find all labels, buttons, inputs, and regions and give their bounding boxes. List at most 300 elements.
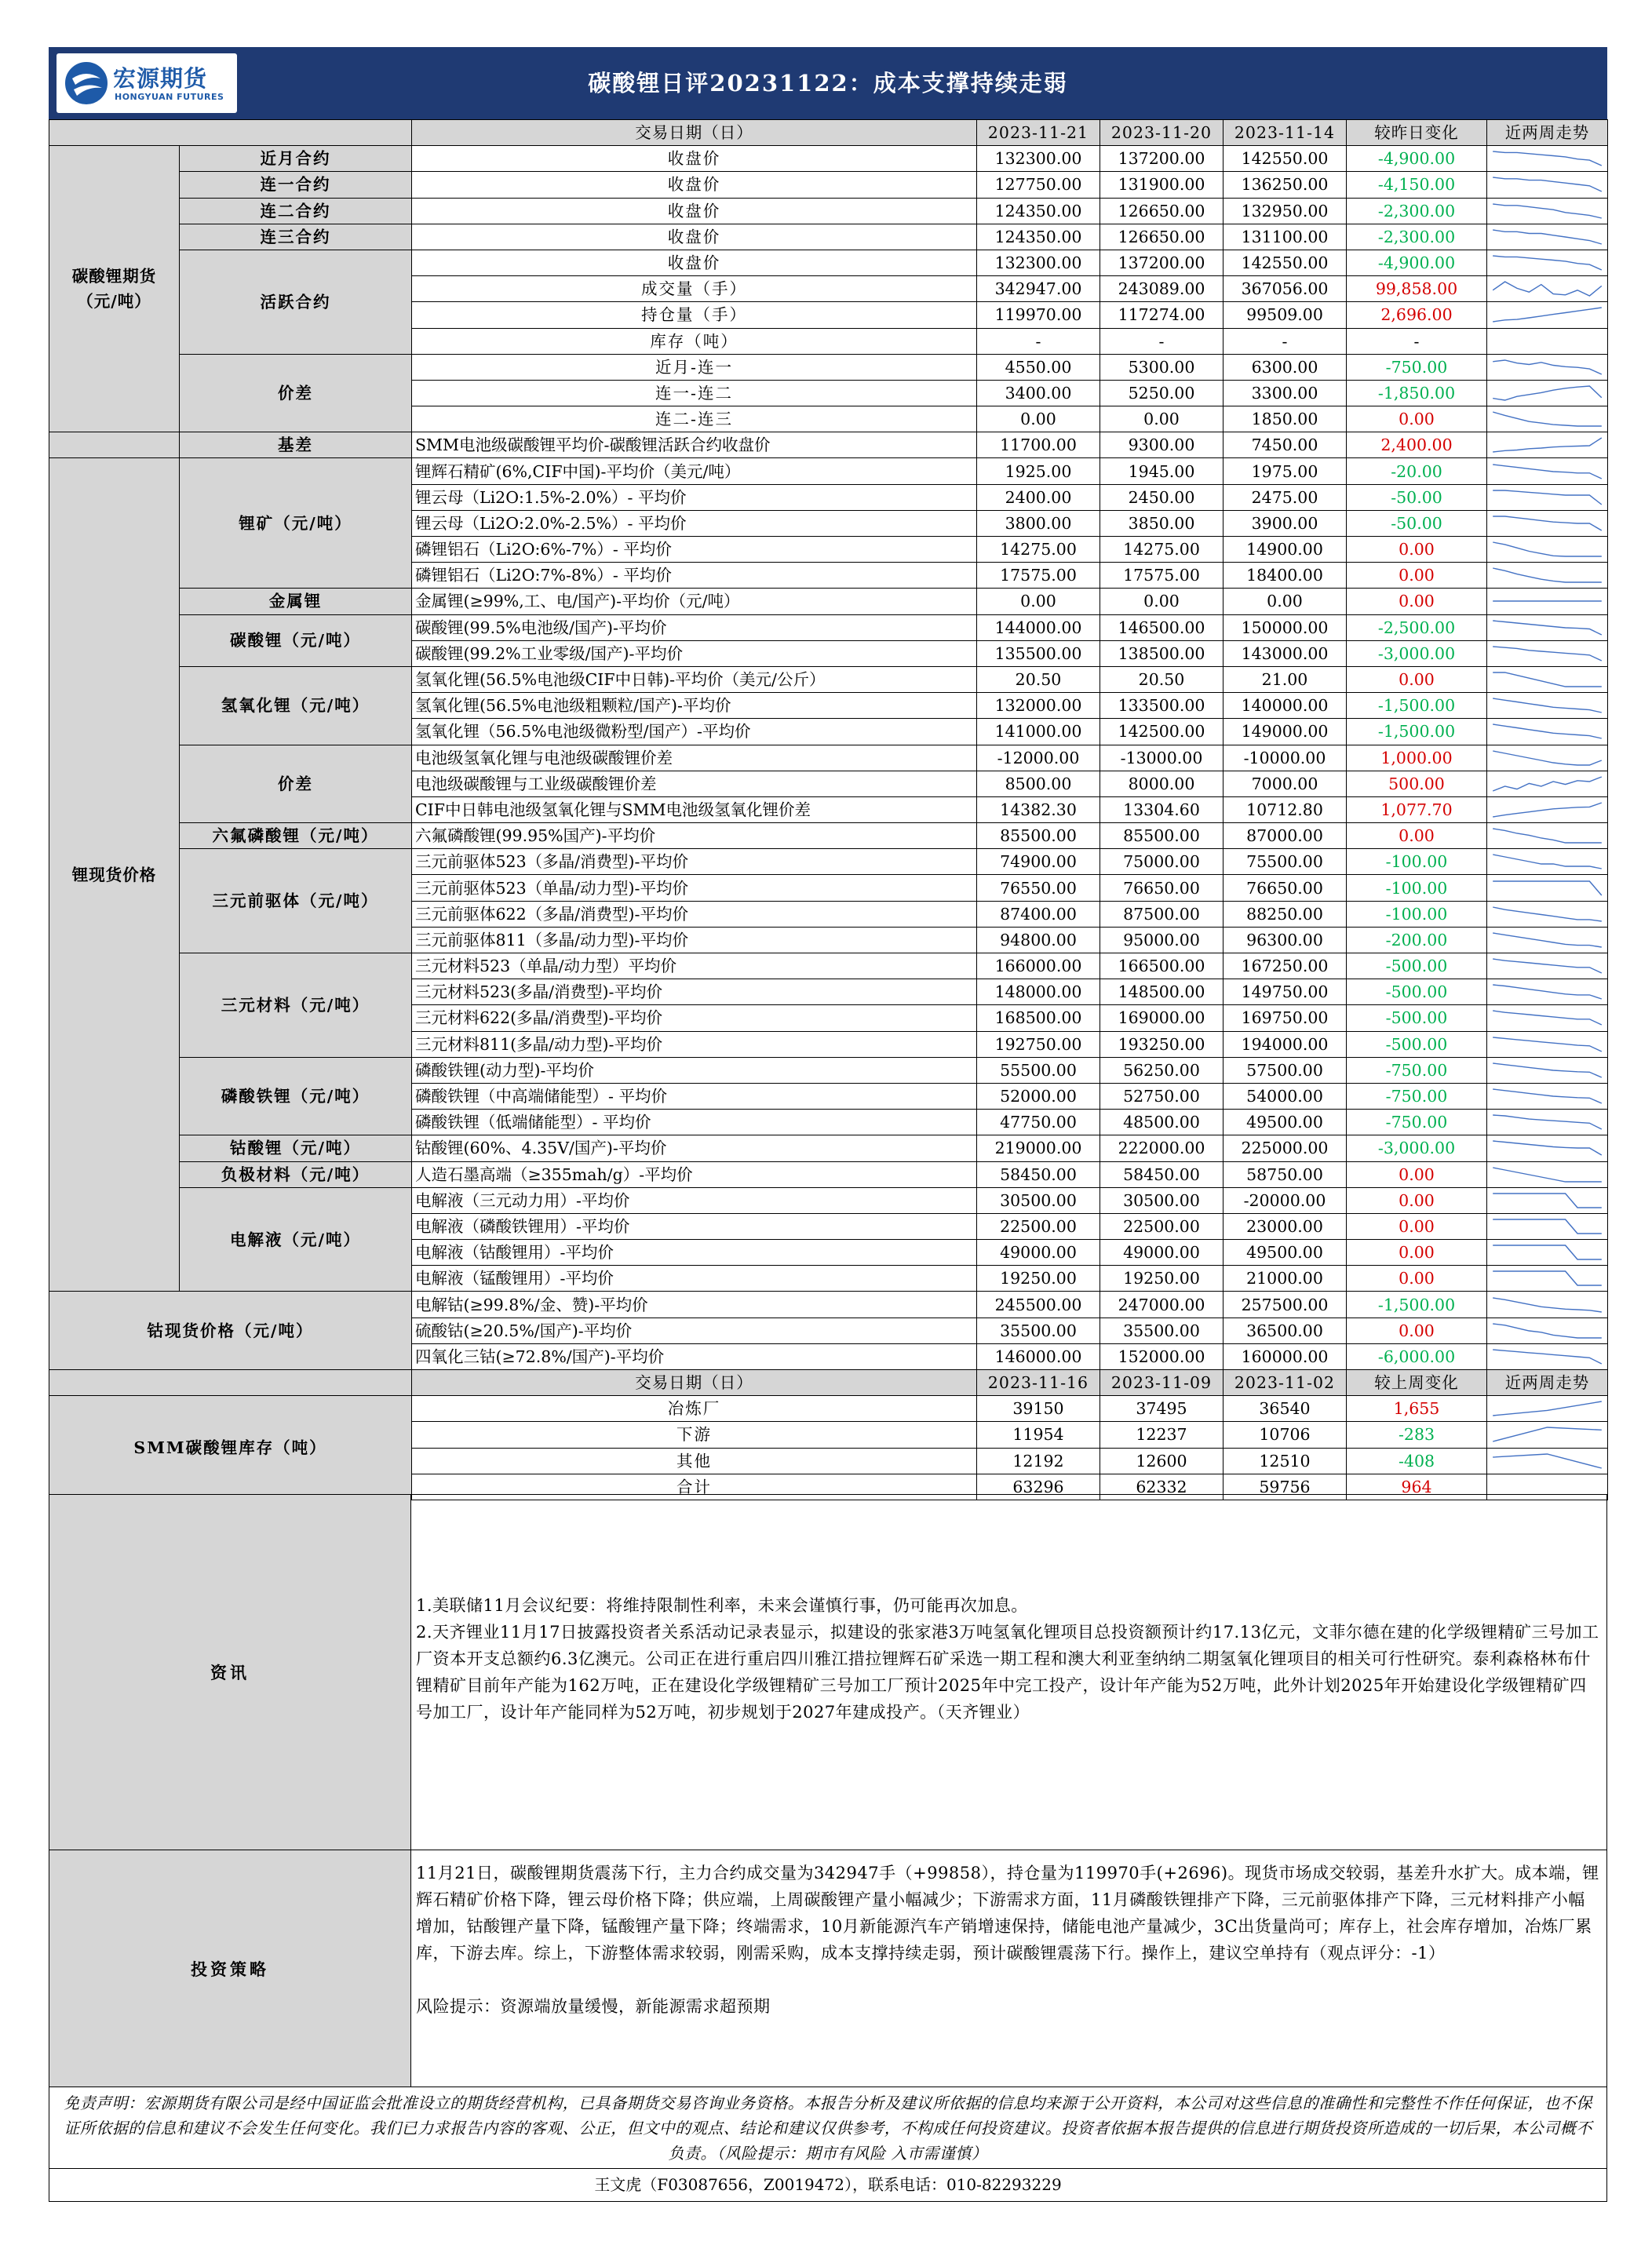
trend-sparkline [1487, 589, 1608, 614]
value-date-3: 99509.00 [1224, 302, 1347, 328]
futures-group-label: 碳酸锂期货（元/吨） [49, 146, 180, 432]
value-date-1: 63296 [977, 1474, 1100, 1500]
sparkline-chart [1490, 1164, 1605, 1185]
section-label: 氢氧化锂（元/吨） [180, 666, 412, 745]
sparkline-line [1493, 1271, 1602, 1285]
sparkline-chart [1490, 1451, 1605, 1471]
sparkline-chart [1490, 695, 1605, 716]
item-name: 电解液（三元动力用）-平均价 [412, 1187, 977, 1213]
section-label: 电解液（元/吨） [180, 1187, 412, 1292]
change-value: -500.00 [1347, 953, 1487, 979]
value-date-3: 194000.00 [1224, 1031, 1347, 1057]
change-value: -2,300.00 [1347, 224, 1487, 250]
sparkline-chart [1490, 435, 1605, 455]
value-date-3: 3300.00 [1224, 380, 1347, 406]
item-name: 磷锂铝石（Li2O:7%-8%）- 平均价 [412, 563, 977, 589]
change-value: 1,655 [1347, 1396, 1487, 1422]
item-name: 收盘价 [412, 198, 977, 224]
sparkline-line [1493, 308, 1602, 322]
value-date-2: 193250.00 [1100, 1031, 1224, 1057]
change-value: -100.00 [1347, 849, 1487, 875]
contract-label: 活跃合约 [180, 250, 412, 354]
value-date-3: 36500.00 [1224, 1318, 1347, 1343]
change-value: -20.00 [1347, 458, 1487, 484]
sparkline-chart [1490, 1190, 1605, 1211]
trend-sparkline [1487, 250, 1608, 275]
cobalt-label: 钴现货价格（元/吨） [49, 1292, 412, 1370]
trend-sparkline [1487, 614, 1608, 640]
sparkline-chart [1490, 825, 1605, 846]
item-name: 合计 [412, 1474, 977, 1500]
trend-sparkline [1487, 302, 1608, 328]
value-date-3: 132950.00 [1224, 198, 1347, 224]
value-date-2: 13304.60 [1100, 796, 1224, 822]
item-name: CIF中日韩电池级氢氧化锂与SMM电池级氢氧化锂价差 [412, 796, 977, 822]
sparkline-line [1493, 386, 1602, 400]
value-date-1: 35500.00 [977, 1318, 1100, 1343]
change-value: -750.00 [1347, 1057, 1487, 1083]
value-date-1: 119970.00 [977, 302, 1100, 328]
sparkline-line [1493, 933, 1602, 947]
trend-sparkline [1487, 1083, 1608, 1109]
sparkline-chart [1490, 1295, 1605, 1315]
value-date-2: 49000.00 [1100, 1240, 1224, 1266]
section-label: 锂矿（元/吨） [180, 458, 412, 589]
item-name: 电解钴(≥99.8%/金、赞)-平均价 [412, 1292, 977, 1318]
value-date-3: 49500.00 [1224, 1110, 1347, 1135]
sparkline-line [1493, 1089, 1602, 1103]
sparkline-chart [1490, 174, 1605, 195]
item-name: 金属锂(≥99%,工、电/国产)-平均价（元/吨） [412, 589, 977, 614]
trend-sparkline [1487, 823, 1608, 849]
change-value: 0.00 [1347, 1240, 1487, 1266]
table-row [49, 1292, 1608, 1318]
inventory-label: SMM碳酸锂库存（吨） [49, 1396, 412, 1500]
value-date-1: 14382.30 [977, 796, 1100, 822]
sparkline-line [1493, 959, 1602, 973]
item-name: 碳酸锂(99.5%电池级/国产)-平均价 [412, 614, 977, 640]
sparkline-line [1493, 829, 1602, 843]
header-date-3: 2023-11-14 [1224, 120, 1347, 146]
value-date-1: 47750.00 [977, 1110, 1100, 1135]
value-date-3: 58750.00 [1224, 1161, 1347, 1187]
report-title: 碳酸锂日评20231122：成本支撑持续走弱 [588, 70, 1068, 97]
value-date-3: 49500.00 [1224, 1240, 1347, 1266]
value-date-2: 12237 [1100, 1422, 1224, 1448]
header-date-1: 2023-11-21 [977, 120, 1100, 146]
value-date-2: 146500.00 [1100, 614, 1224, 640]
value-date-3: -20000.00 [1224, 1187, 1347, 1213]
value-date-1: 132300.00 [977, 146, 1100, 172]
change-value: 0.00 [1347, 1318, 1487, 1343]
value-date-2: 48500.00 [1100, 1110, 1224, 1135]
change-value: -1,500.00 [1347, 1292, 1487, 1318]
item-name: 连二-连三 [412, 406, 977, 432]
item-name: 锂云母（Li2O:1.5%-2.0%）- 平均价 [412, 484, 977, 510]
sparkline-chart [1490, 956, 1605, 976]
table-row [49, 1057, 1608, 1083]
item-name: 持仓量（手） [412, 302, 977, 328]
value-date-2: 133500.00 [1100, 693, 1224, 719]
value-date-2: 22500.00 [1100, 1213, 1224, 1239]
change-value: -750.00 [1347, 354, 1487, 380]
news-panel [411, 1494, 1607, 1850]
sparkline-chart [1490, 591, 1605, 611]
value-date-2: 85500.00 [1100, 823, 1224, 849]
value-date-1: 17575.00 [977, 563, 1100, 589]
item-name: 收盘价 [412, 172, 977, 198]
item-name: 磷酸铁锂（低端储能型）- 平均价 [412, 1110, 977, 1135]
value-date-2: 142500.00 [1100, 719, 1224, 745]
value-date-1: 0.00 [977, 589, 1100, 614]
sparkline-line [1493, 621, 1602, 635]
value-date-1: 1925.00 [977, 458, 1100, 484]
value-date-1: 19250.00 [977, 1266, 1100, 1292]
trend-sparkline [1487, 537, 1608, 563]
table-row [49, 458, 1608, 484]
item-name: 收盘价 [412, 224, 977, 250]
value-date-1: 76550.00 [977, 875, 1100, 901]
trend-sparkline [1487, 1031, 1608, 1057]
change-value: -200.00 [1347, 927, 1487, 953]
section-label: 负极材料（元/吨） [180, 1161, 412, 1187]
section-label: 磷酸铁锂（元/吨） [180, 1057, 412, 1135]
sparkline-chart [1490, 487, 1605, 508]
sparkline-chart [1490, 1138, 1605, 1158]
news-item-2: 2.天齐锂业11月17日披露投资者关系活动记录表显示，拟建设的张家港3万吨氢氧化锂项目总投资额预计约17.13亿元，文菲尔德在建的化学级锂精矿三号加工厂资本开支总额约6.3亿澳元。公司正在进行重启四川雅江措拉锂辉石矿采选一期工程和澳大利亚奎纳纳二期氢氧化锂项目的相关可行性研究。泰利森格林布什锂精矿目前年产能为162万吨，正在建设化学级锂精矿三号加工厂预计2025年中完工投产，设计年产能为52万吨，此外计划2025年开始建设化学级锂精矿四号加工厂，设计年产能同样为52万吨，初步规划于2027年建成投产。（天齐锂业） [416, 1623, 1599, 1722]
value-date-1: 49000.00 [977, 1240, 1100, 1266]
sparkline-chart [1490, 800, 1605, 820]
value-date-2: 87500.00 [1100, 901, 1224, 927]
sparkline-chart [1490, 227, 1605, 247]
sparkline-line [1493, 256, 1602, 270]
trend-sparkline [1487, 745, 1608, 771]
item-name: 收盘价 [412, 250, 977, 275]
value-date-1: 124350.00 [977, 198, 1100, 224]
value-date-3: 7000.00 [1224, 771, 1347, 796]
item-name: 三元材料523(多晶/消费型)-平均价 [412, 979, 977, 1005]
sparkline-chart [1490, 851, 1605, 872]
table-row [49, 172, 1608, 198]
change-value: -4,150.00 [1347, 172, 1487, 198]
value-date-1: 141000.00 [977, 719, 1100, 745]
value-date-2: 137200.00 [1100, 146, 1224, 172]
trend-sparkline [1487, 380, 1608, 406]
value-date-1: 4550.00 [977, 354, 1100, 380]
sparkline-line [1493, 1427, 1602, 1441]
trend-sparkline [1487, 1213, 1608, 1239]
sparkline-line [1493, 1219, 1602, 1234]
value-date-3: 140000.00 [1224, 693, 1347, 719]
sparkline-chart [1490, 513, 1605, 534]
contract-label: 连三合约 [180, 224, 412, 250]
value-date-2: 243089.00 [1100, 276, 1224, 302]
value-date-3: 36540 [1224, 1396, 1347, 1422]
sparkline-chart [1490, 304, 1605, 325]
trend-sparkline [1487, 1318, 1608, 1343]
change-value: -3,000.00 [1347, 640, 1487, 666]
contract-label: 连二合约 [180, 198, 412, 224]
item-name: 冶炼厂 [412, 1396, 977, 1422]
value-date-3: 76650.00 [1224, 875, 1347, 901]
change-value: 500.00 [1347, 771, 1487, 796]
item-name: 连一-连二 [412, 380, 977, 406]
value-date-3: 1975.00 [1224, 458, 1347, 484]
sparkline-line [1493, 1063, 1602, 1077]
value-date-2: 117274.00 [1100, 302, 1224, 328]
sparkline-chart [1490, 1398, 1605, 1419]
value-date-3: 169750.00 [1224, 1005, 1347, 1031]
value-date-1: 87400.00 [977, 901, 1100, 927]
value-date-2: 20.50 [1100, 666, 1224, 692]
value-date-1: 30500.00 [977, 1187, 1100, 1213]
value-date-2: 247000.00 [1100, 1292, 1224, 1318]
value-date-3: 88250.00 [1224, 901, 1347, 927]
change-value: -1,500.00 [1347, 719, 1487, 745]
sparkline-chart [1490, 148, 1605, 169]
change-value: -500.00 [1347, 979, 1487, 1005]
value-date-2: 137200.00 [1100, 250, 1224, 275]
trend-sparkline [1487, 771, 1608, 796]
sparkline-line [1493, 1168, 1602, 1182]
value-date-3: 21.00 [1224, 666, 1347, 692]
value-date-3: 18400.00 [1224, 563, 1347, 589]
change-value: -500.00 [1347, 1031, 1487, 1057]
table-row [49, 1161, 1608, 1187]
header-change: 较上周变化 [1347, 1370, 1487, 1396]
value-date-2: 169000.00 [1100, 1005, 1224, 1031]
item-name: 氢氧化锂（56.5%电池级微粉型/国产）-平均价 [412, 719, 977, 745]
section-label: 价差 [180, 745, 412, 823]
value-date-3: 143000.00 [1224, 640, 1347, 666]
change-value: -100.00 [1347, 875, 1487, 901]
change-value: 964 [1347, 1474, 1487, 1500]
contract-label: 近月合约 [180, 146, 412, 172]
sparkline-chart [1490, 669, 1605, 690]
change-value: 0.00 [1347, 589, 1487, 614]
change-value: 1,000.00 [1347, 745, 1487, 771]
value-date-1: 22500.00 [977, 1213, 1100, 1239]
trend-sparkline [1487, 198, 1608, 224]
value-date-2: 52750.00 [1100, 1083, 1224, 1109]
trend-sparkline [1487, 510, 1608, 536]
value-date-2: 126650.00 [1100, 198, 1224, 224]
header-date-1: 2023-11-16 [977, 1370, 1100, 1396]
trend-sparkline [1487, 1240, 1608, 1266]
change-value: -50.00 [1347, 510, 1487, 536]
item-name: 电解液（钴酸锂用）-平均价 [412, 1240, 977, 1266]
value-date-1: 132000.00 [977, 693, 1100, 719]
value-date-3: - [1224, 328, 1347, 354]
item-name: 钴酸锂(60%、4.35V/国产)-平均价 [412, 1135, 977, 1161]
strategy-panel [411, 1850, 1607, 2087]
sparkline-chart [1490, 982, 1605, 1002]
value-date-2: 0.00 [1100, 589, 1224, 614]
trend-sparkline [1487, 849, 1608, 875]
value-date-2: 19250.00 [1100, 1266, 1224, 1292]
value-date-2: - [1100, 328, 1224, 354]
change-value: -50.00 [1347, 484, 1487, 510]
item-name: 三元前驱体523（单晶/动力型)-平均价 [412, 875, 977, 901]
sparkline-chart [1490, 1424, 1605, 1445]
trend-sparkline [1487, 224, 1608, 250]
sparkline-line [1493, 490, 1602, 505]
sparkline-line [1493, 438, 1602, 452]
sparkline-line [1493, 1298, 1602, 1312]
sparkline-line [1493, 568, 1602, 582]
value-date-3: 160000.00 [1224, 1343, 1347, 1369]
item-name: 磷酸铁锂(动力型)-平均价 [412, 1057, 977, 1083]
item-name: 其他 [412, 1448, 977, 1474]
news-label: 资讯 [49, 1494, 411, 1850]
value-date-1: 39150 [977, 1396, 1100, 1422]
change-value: 0.00 [1347, 1266, 1487, 1292]
item-name: 碳酸锂(99.2%工业零级/国产)-平均价 [412, 640, 977, 666]
table-row [49, 1135, 1608, 1161]
trend-sparkline [1487, 406, 1608, 432]
header-date-2: 2023-11-20 [1100, 120, 1224, 146]
trend-sparkline [1487, 1292, 1608, 1318]
value-date-1: 11954 [977, 1422, 1100, 1448]
sparkline-chart [1490, 461, 1605, 482]
value-date-3: 10712.80 [1224, 796, 1347, 822]
value-date-3: 14900.00 [1224, 537, 1347, 563]
news-item-1: 1.美联储11月会议纪要：将维持限制性利率，未来会谨慎行事，仍可能再次加息。 [416, 1596, 1028, 1615]
sparkline-chart [1490, 1008, 1605, 1028]
change-value: 99,858.00 [1347, 276, 1487, 302]
value-date-1: 12192 [977, 1448, 1100, 1474]
trend-sparkline [1487, 484, 1608, 510]
logo-text-en: HONGYUAN FUTURES [115, 92, 224, 102]
value-date-1: 3800.00 [977, 510, 1100, 536]
trend-sparkline [1487, 979, 1608, 1005]
value-date-3: 167250.00 [1224, 953, 1347, 979]
value-date-2: 1945.00 [1100, 458, 1224, 484]
value-date-3: 150000.00 [1224, 614, 1347, 640]
change-value: 0.00 [1347, 1187, 1487, 1213]
table-row [49, 198, 1608, 224]
item-name: 收盘价 [412, 146, 977, 172]
item-name: 四氧化三钴(≥72.8%/国产)-平均价 [412, 1343, 977, 1369]
basis-label: 基差 [180, 432, 412, 458]
sparkline-line [1493, 177, 1602, 191]
sparkline-line [1493, 1401, 1602, 1416]
value-date-3: 0.00 [1224, 589, 1347, 614]
value-date-2: 0.00 [1100, 406, 1224, 432]
sparkline-line [1493, 1350, 1602, 1364]
item-name: 电解液（磷酸铁锂用）-平均价 [412, 1213, 977, 1239]
value-date-3: 3900.00 [1224, 510, 1347, 536]
table-header-row [49, 1370, 1608, 1396]
value-date-2: 138500.00 [1100, 640, 1224, 666]
value-date-2: 37495 [1100, 1396, 1224, 1422]
trend-sparkline [1487, 1343, 1608, 1369]
trend-sparkline [1487, 354, 1608, 380]
table-row [49, 953, 1608, 979]
change-value: -2,500.00 [1347, 614, 1487, 640]
sparkline-chart [1490, 1112, 1605, 1132]
sparkline-chart [1490, 565, 1605, 585]
change-value: -1,850.00 [1347, 380, 1487, 406]
sparkline-chart [1490, 643, 1605, 664]
section-label: 钴酸锂（元/吨） [180, 1135, 412, 1161]
value-date-3: 136250.00 [1224, 172, 1347, 198]
value-date-3: 225000.00 [1224, 1135, 1347, 1161]
value-date-2: 30500.00 [1100, 1187, 1224, 1213]
trend-sparkline [1487, 1448, 1608, 1474]
value-date-2: 12600 [1100, 1448, 1224, 1474]
table-row [49, 823, 1608, 849]
sparkline-line [1493, 698, 1602, 713]
change-value: 1,077.70 [1347, 796, 1487, 822]
value-date-2: 17575.00 [1100, 563, 1224, 589]
item-name: 三元材料523（单晶/动力型）平均价 [412, 953, 977, 979]
change-value: -283 [1347, 1422, 1487, 1448]
change-value: 0.00 [1347, 1161, 1487, 1187]
sparkline-line [1493, 542, 1602, 556]
trend-sparkline [1487, 563, 1608, 589]
sparkline-line [1493, 204, 1602, 218]
sparkline-chart [1490, 878, 1605, 898]
table-row [49, 614, 1608, 640]
sparkline-line [1493, 516, 1602, 530]
data-table [49, 119, 1608, 1500]
item-name: 人造石墨高端（≥355mah/g）-平均价 [412, 1161, 977, 1187]
item-name: 下游 [412, 1422, 977, 1448]
value-date-2: 9300.00 [1100, 432, 1224, 458]
sparkline-line [1493, 751, 1602, 765]
item-name: 氢氧化锂(56.5%电池级CIF中日韩)-平均价（美元/公斤） [412, 666, 977, 692]
value-date-2: 75000.00 [1100, 849, 1224, 875]
value-date-3: 1850.00 [1224, 406, 1347, 432]
value-date-1: 192750.00 [977, 1031, 1100, 1057]
value-date-2: 3850.00 [1100, 510, 1224, 536]
sparkline-line [1493, 724, 1602, 738]
change-value: -2,300.00 [1347, 198, 1487, 224]
item-name: 氢氧化锂(56.5%电池级粗颗粒/国产)-平均价 [412, 693, 977, 719]
trend-sparkline [1487, 458, 1608, 484]
value-date-2: 5300.00 [1100, 354, 1224, 380]
sparkline-line [1493, 1454, 1602, 1468]
item-name: 硫酸钴(≥20.5%/国产)-平均价 [412, 1318, 977, 1343]
sparkline-chart [1490, 774, 1605, 794]
table-header-row [49, 120, 1608, 146]
value-date-2: 2450.00 [1100, 484, 1224, 510]
item-name: 库存（吨） [412, 328, 977, 354]
trend-sparkline [1487, 1135, 1608, 1161]
contract-label: 连一合约 [180, 172, 412, 198]
item-name: 成交量（手） [412, 276, 977, 302]
sparkline-line [1493, 647, 1602, 661]
item-name: 电解液（锰酸锂用）-平均价 [412, 1266, 977, 1292]
sparkline-line [1493, 855, 1602, 869]
value-date-2: 14275.00 [1100, 537, 1224, 563]
value-date-2: 76650.00 [1100, 875, 1224, 901]
table-row [49, 666, 1608, 692]
header-change: 较昨日变化 [1347, 120, 1487, 146]
section-label: 三元前驱体（元/吨） [180, 849, 412, 953]
value-date-3: 6300.00 [1224, 354, 1347, 380]
sparkline-chart [1490, 1321, 1605, 1341]
trend-sparkline [1487, 328, 1608, 354]
change-value: 0.00 [1347, 406, 1487, 432]
value-date-3: 149750.00 [1224, 979, 1347, 1005]
value-date-1: 55500.00 [977, 1057, 1100, 1083]
value-date-1: 135500.00 [977, 640, 1100, 666]
item-name: 三元前驱体622（多晶/消费型)-平均价 [412, 901, 977, 927]
basis-group-blank [49, 432, 180, 458]
value-date-3: -10000.00 [1224, 745, 1347, 771]
